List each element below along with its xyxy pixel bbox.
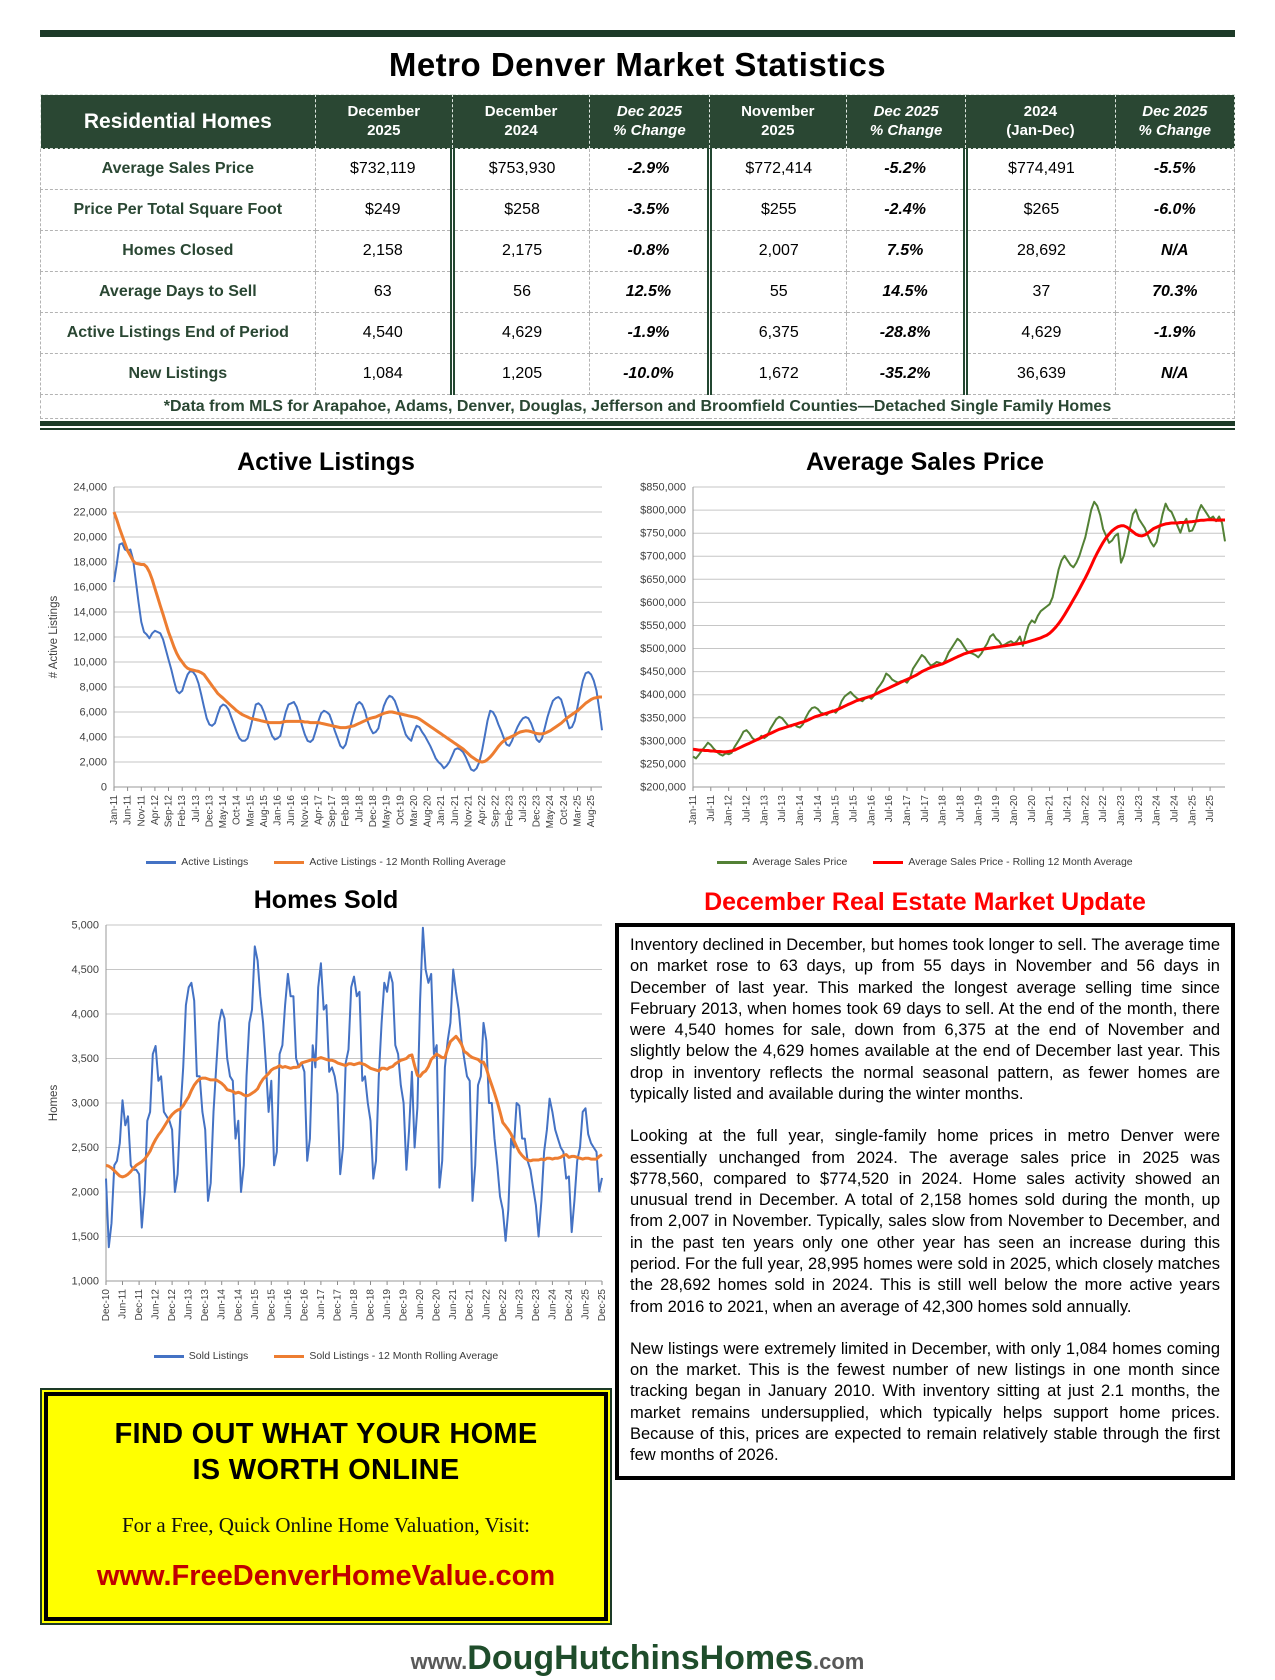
table-cell: -0.8% xyxy=(590,231,709,272)
table-cell: $255 xyxy=(709,190,846,231)
svg-text:Jun-18: Jun-18 xyxy=(349,1289,360,1320)
table-cell: $774,491 xyxy=(966,149,1115,190)
svg-text:2,500: 2,500 xyxy=(71,1142,99,1154)
svg-text:Jan-23: Jan-23 xyxy=(1116,795,1127,826)
table-cell: 6,375 xyxy=(709,313,846,354)
svg-text:16,000: 16,000 xyxy=(73,581,107,594)
svg-text:$550,000: $550,000 xyxy=(640,620,686,632)
svg-text:Jan-15: Jan-15 xyxy=(830,795,842,826)
table-cell: 1,084 xyxy=(315,354,452,395)
svg-text:Dec-20: Dec-20 xyxy=(431,1289,443,1322)
svg-text:Oct-14: Oct-14 xyxy=(231,795,243,826)
svg-text:Jul-15: Jul-15 xyxy=(848,795,860,823)
homes-sold-chart xyxy=(40,917,612,1362)
promo-cta-text: For a Free, Quick Online Home Valuation, Visit: xyxy=(122,1512,530,1537)
svg-text:$750,000: $750,000 xyxy=(640,527,686,540)
footer-www: www. xyxy=(410,1648,468,1674)
svg-text:24,000: 24,000 xyxy=(73,481,107,494)
page-title: Metro Denver Market Statistics xyxy=(388,46,887,83)
table-cell: 1,205 xyxy=(452,354,589,395)
header-nov-2025: November 2025 xyxy=(709,95,846,149)
svg-text:$850,000: $850,000 xyxy=(640,481,686,494)
legend-label: Sold Listings xyxy=(188,1350,249,1362)
svg-text:Jun-25: Jun-25 xyxy=(580,1289,592,1320)
homes-sold-chart-title: Homes Sold xyxy=(253,886,399,914)
svg-text:Sep-22: Sep-22 xyxy=(490,795,502,828)
svg-text:2,000: 2,000 xyxy=(79,756,107,769)
chart-legend xyxy=(40,1350,612,1362)
svg-text:12,000: 12,000 xyxy=(73,631,107,644)
svg-text:Jun-15: Jun-15 xyxy=(249,1289,261,1320)
svg-text:Sep-12: Sep-12 xyxy=(163,795,175,828)
svg-text:# Active Listings: # Active Listings xyxy=(48,595,60,679)
svg-text:Jul-13: Jul-13 xyxy=(777,795,789,823)
table-row xyxy=(41,149,1235,190)
svg-text:5,000: 5,000 xyxy=(71,919,99,932)
svg-text:Jul-17: Jul-17 xyxy=(919,795,931,823)
svg-text:Aug-20: Aug-20 xyxy=(422,795,434,828)
svg-text:1,000: 1,000 xyxy=(71,1275,99,1288)
promo-inner xyxy=(44,1392,608,1621)
table-cell: 14.5% xyxy=(846,272,965,313)
svg-text:Jun-11: Jun-11 xyxy=(117,1289,129,1319)
svg-text:Jun-17: Jun-17 xyxy=(315,1289,327,1320)
active-listings-chart-title: Active Listings xyxy=(237,448,415,476)
svg-text:$300,000: $300,000 xyxy=(640,735,686,748)
svg-text:Jan-21: Jan-21 xyxy=(1044,795,1056,826)
row-label: Average Days to Sell xyxy=(41,272,316,313)
table-cell: $265 xyxy=(966,190,1115,231)
chart-legend xyxy=(40,856,612,868)
svg-text:Aug-15: Aug-15 xyxy=(258,795,270,828)
chart-svg xyxy=(40,917,612,1343)
svg-text:Jul-11: Jul-11 xyxy=(705,795,717,822)
update-paragraph-2: Looking at the full year, single-family home prices in metro Denver were essentially unchanged from 2024. The average sales price in 2025 was $778,560, compared to $774,520 in 2024. Home sales activity showed an unusual trend in December. A total of 2,158 homes sold during the month, up from 2,007 in November. Typically, sales slow from November to December, and in the past ten years only one other year has seen an increase during this period. For the full year, 28,995 homes were sold in 2025, which closely matches the 28,692 homes sold in 2024. This is still well below the more active years from 2016 to 2021, when an average of 42,300 homes sold annually. xyxy=(630,1127,1220,1316)
svg-text:Jul-24: Jul-24 xyxy=(1169,795,1181,823)
svg-text:Jul-23: Jul-23 xyxy=(517,795,529,823)
svg-text:Jan-11: Jan-11 xyxy=(688,795,699,825)
table-cell: 55 xyxy=(709,272,846,313)
svg-text:Jul-16: Jul-16 xyxy=(884,795,896,823)
svg-text:Dec-24: Dec-24 xyxy=(563,1289,575,1322)
update-paragraph-3: New listings were extremely limited in December, with only 1,084 homes coming on the market. This is the fewest number of new listings in one month since tracking began in January 2010. With inventory sitting at just 2.1 months, the market remains undersupplied, which typically helps support home prices. Because of this, prices are expected to remain relatively stable through the first few months of 2026. xyxy=(630,1339,1220,1465)
svg-text:Feb-18: Feb-18 xyxy=(340,795,352,827)
table-cell: 2,007 xyxy=(709,231,846,272)
table-row xyxy=(41,313,1235,354)
table-cell: -3.5% xyxy=(590,190,709,231)
svg-text:Dec-21: Dec-21 xyxy=(464,1289,476,1322)
svg-text:Dec-23: Dec-23 xyxy=(530,1289,542,1322)
table-bottom-rule xyxy=(40,421,1235,430)
svg-text:Jul-18: Jul-18 xyxy=(955,795,967,823)
svg-text:Dec-15: Dec-15 xyxy=(266,1289,278,1322)
svg-text:6,000: 6,000 xyxy=(79,706,107,719)
table-cell: -5.5% xyxy=(1115,149,1234,190)
table-cell: N/A xyxy=(1115,354,1234,395)
svg-text:$400,000: $400,000 xyxy=(640,689,686,702)
average-sales-price-chart xyxy=(615,479,1235,868)
svg-text:Dec-18: Dec-18 xyxy=(368,795,379,828)
svg-text:Dec-13: Dec-13 xyxy=(200,1289,212,1322)
svg-text:Jun-14: Jun-14 xyxy=(216,1289,228,1320)
update-paragraph-1: Inventory declined in December, but homes took longer to sell. The average time on market rose to 63 days, up from 55 days in November and 56 days in December of last year. This marked the longest average selling time since February 2013, when homes took 69 days to sell. At the end of the month, there were 4,540 homes for sale, down from 6,375 at the end of November and slightly below the 4,629 homes available at the end of December last year. This drop in inventory reflects the normal seasonal pattern, as fewer homes are typically listed and available during the winter months. xyxy=(630,936,1220,1103)
svg-text:Jan-17: Jan-17 xyxy=(902,795,913,826)
table-footnote: *Data from MLS for Arapahoe, Adams, Denver, Douglas, Jefferson and Broomfield Counties—Detached Single Family Homes xyxy=(41,395,1235,419)
row-label: Active Listings End of Period xyxy=(41,313,316,354)
home-value-promo-banner xyxy=(40,1388,612,1625)
svg-text:Dec-16: Dec-16 xyxy=(299,1289,311,1322)
svg-text:Feb-23: Feb-23 xyxy=(504,795,516,827)
table-row xyxy=(41,354,1235,395)
legend-swatch xyxy=(274,1355,304,1358)
svg-text:Nov-11: Nov-11 xyxy=(136,795,148,827)
legend-swatch xyxy=(873,861,903,864)
svg-text:$650,000: $650,000 xyxy=(640,573,686,586)
table-cell: $753,930 xyxy=(452,149,589,190)
table-cell: 7.5% xyxy=(846,231,965,272)
svg-text:Dec-18: Dec-18 xyxy=(365,1289,377,1322)
svg-text:Feb-13: Feb-13 xyxy=(177,795,189,827)
svg-text:Nov-21: Nov-21 xyxy=(463,795,475,828)
legend-item xyxy=(717,856,847,868)
svg-text:8,000: 8,000 xyxy=(79,681,107,694)
table-header-row xyxy=(41,95,1235,149)
table-cell: -6.0% xyxy=(1115,190,1234,231)
table-cell: 2,158 xyxy=(315,231,452,272)
row-label: New Listings xyxy=(41,354,316,395)
svg-text:Mar-25: Mar-25 xyxy=(572,795,584,827)
svg-text:1,500: 1,500 xyxy=(71,1231,99,1243)
svg-text:Jul-21: Jul-21 xyxy=(1062,795,1074,823)
header-2024-jan-dec: 2024 (Jan-Dec) xyxy=(966,95,1115,149)
svg-text:2,000: 2,000 xyxy=(71,1186,99,1199)
svg-text:Mar-20: Mar-20 xyxy=(408,795,420,827)
svg-text:Dec-10: Dec-10 xyxy=(101,1289,112,1322)
row-label: Price Per Total Square Foot xyxy=(41,190,316,231)
svg-text:Jun-11: Jun-11 xyxy=(122,795,134,825)
footer-website-link[interactable] xyxy=(40,1639,1235,1678)
table-cell: -35.2% xyxy=(846,354,965,395)
svg-text:22,000: 22,000 xyxy=(73,506,107,519)
table-cell: 37 xyxy=(966,272,1115,313)
svg-text:Dec-19: Dec-19 xyxy=(398,1289,410,1322)
svg-text:May-14: May-14 xyxy=(218,795,230,829)
svg-text:14,000: 14,000 xyxy=(73,606,107,619)
svg-text:Jan-16: Jan-16 xyxy=(272,795,284,826)
svg-text:Jul-25: Jul-25 xyxy=(1205,795,1217,823)
svg-text:$250,000: $250,000 xyxy=(640,758,686,771)
svg-text:3,000: 3,000 xyxy=(71,1097,99,1110)
chart-legend xyxy=(615,856,1235,868)
table-cell: -10.0% xyxy=(590,354,709,395)
svg-text:Dec-13: Dec-13 xyxy=(204,795,216,828)
svg-text:$600,000: $600,000 xyxy=(640,596,686,609)
svg-text:Jun-20: Jun-20 xyxy=(415,1289,427,1320)
svg-text:Dec-12: Dec-12 xyxy=(167,1289,179,1322)
table-cell: 2,175 xyxy=(452,231,589,272)
svg-text:$500,000: $500,000 xyxy=(640,643,686,655)
table-row xyxy=(41,231,1235,272)
active-listings-chart xyxy=(40,479,612,868)
table-cell: 36,639 xyxy=(966,354,1115,395)
header-residential-homes: Residential Homes xyxy=(41,95,316,149)
promo-headline-line2: IS WORTH ONLINE xyxy=(192,1454,460,1487)
table-cell: $772,414 xyxy=(709,149,846,190)
svg-text:May-24: May-24 xyxy=(545,795,557,829)
svg-text:Sep-17: Sep-17 xyxy=(327,795,339,828)
legend-item xyxy=(146,856,248,868)
page xyxy=(0,30,1275,1680)
svg-text:Jun-19: Jun-19 xyxy=(382,1289,394,1320)
table-footnote-row xyxy=(41,395,1235,419)
svg-text:Jan-25: Jan-25 xyxy=(1187,795,1199,826)
legend-swatch xyxy=(154,1355,184,1358)
table-cell: 4,629 xyxy=(966,313,1115,354)
svg-text:Dec-11: Dec-11 xyxy=(134,1289,146,1321)
average-sales-price-chart-title: Average Sales Price xyxy=(805,448,1045,476)
header-pct-change-1: Dec 2025 % Change xyxy=(590,95,709,149)
svg-text:Jun-24: Jun-24 xyxy=(547,1289,559,1320)
svg-text:Jan-13: Jan-13 xyxy=(759,795,771,826)
svg-text:Dec-23: Dec-23 xyxy=(531,795,543,828)
legend-item xyxy=(154,1350,249,1362)
svg-text:20,000: 20,000 xyxy=(73,531,107,544)
svg-text:Jan-20: Jan-20 xyxy=(1009,795,1020,826)
table-cell: -28.8% xyxy=(846,313,965,354)
table-cell: 12.5% xyxy=(590,272,709,313)
table-row xyxy=(41,190,1235,231)
header-dec-2024: December 2024 xyxy=(452,95,589,149)
svg-text:Dec-14: Dec-14 xyxy=(233,1289,245,1322)
svg-text:Jul-14: Jul-14 xyxy=(812,795,824,823)
svg-text:Jan-11: Jan-11 xyxy=(109,795,120,825)
svg-text:Jul-20: Jul-20 xyxy=(1026,795,1038,823)
svg-text:Homes: Homes xyxy=(48,1084,60,1122)
svg-text:Jul-12: Jul-12 xyxy=(741,795,753,823)
svg-text:Jan-21: Jan-21 xyxy=(436,795,448,826)
table-cell: -1.9% xyxy=(590,313,709,354)
legend-item xyxy=(274,1350,498,1362)
svg-text:Mar-15: Mar-15 xyxy=(245,795,257,827)
table-cell: $249 xyxy=(315,190,452,231)
svg-text:Apr-22: Apr-22 xyxy=(477,795,488,826)
svg-text:Jul-22: Jul-22 xyxy=(1098,795,1110,823)
legend-item xyxy=(274,856,506,868)
table-cell: 28,692 xyxy=(966,231,1115,272)
svg-text:4,000: 4,000 xyxy=(71,1008,99,1021)
svg-text:Jun-22: Jun-22 xyxy=(481,1289,493,1320)
svg-text:Jun-23: Jun-23 xyxy=(514,1289,526,1320)
svg-text:Jan-19: Jan-19 xyxy=(973,795,985,826)
svg-text:Oct-19: Oct-19 xyxy=(395,795,407,826)
market-update-box xyxy=(615,923,1235,1480)
top-rule xyxy=(40,30,1235,37)
table-row xyxy=(41,272,1235,313)
legend-item xyxy=(873,856,1132,868)
row-label: Average Sales Price xyxy=(41,149,316,190)
market-update-title: December Real Estate Market Update xyxy=(704,888,1146,916)
chart-svg xyxy=(40,479,612,849)
table-cell: -2.4% xyxy=(846,190,965,231)
svg-text:Jun-12: Jun-12 xyxy=(150,1289,162,1320)
svg-text:10,000: 10,000 xyxy=(73,656,107,669)
svg-text:$450,000: $450,000 xyxy=(640,666,686,679)
svg-text:Jan-16: Jan-16 xyxy=(866,795,878,826)
svg-text:Oct-24: Oct-24 xyxy=(558,795,570,826)
svg-text:$800,000: $800,000 xyxy=(640,504,686,517)
svg-text:Dec-25: Dec-25 xyxy=(597,1289,608,1322)
svg-text:Jan-22: Jan-22 xyxy=(1080,795,1092,826)
svg-text:4,500: 4,500 xyxy=(71,964,99,976)
footer-com: .com xyxy=(812,1648,865,1674)
svg-text:Jan-14: Jan-14 xyxy=(795,795,806,826)
svg-text:Jun-16: Jun-16 xyxy=(286,795,298,826)
svg-text:Jan-24: Jan-24 xyxy=(1151,795,1163,826)
market-stats-table xyxy=(40,94,1235,419)
svg-text:Dec-22: Dec-22 xyxy=(497,1289,509,1322)
table-cell: -1.9% xyxy=(1115,313,1234,354)
svg-text:Nov-16: Nov-16 xyxy=(299,795,311,828)
table-cell: N/A xyxy=(1115,231,1234,272)
table-cell: 1,672 xyxy=(709,354,846,395)
legend-swatch xyxy=(274,861,304,864)
header-pct-change-3: Dec 2025 % Change xyxy=(1115,95,1234,149)
promo-headline-line1: FIND OUT WHAT YOUR HOME xyxy=(114,1418,538,1450)
table-cell: -5.2% xyxy=(846,149,965,190)
svg-text:3,500: 3,500 xyxy=(71,1053,99,1065)
table-cell: 63 xyxy=(315,272,452,313)
svg-text:Jul-13: Jul-13 xyxy=(190,795,202,823)
row-label: Homes Closed xyxy=(41,231,316,272)
table-cell: $258 xyxy=(452,190,589,231)
svg-text:Apr-17: Apr-17 xyxy=(313,795,325,826)
table-cell: $732,119 xyxy=(315,149,452,190)
legend-label: Active Listings xyxy=(181,856,249,868)
svg-text:4,000: 4,000 xyxy=(79,731,107,744)
svg-text:$700,000: $700,000 xyxy=(640,550,686,563)
chart-svg xyxy=(615,479,1235,849)
legend-label: Sold Listings - 12 Month Rolling Average xyxy=(309,1350,499,1362)
legend-swatch xyxy=(717,861,747,864)
table-cell: -2.9% xyxy=(590,149,709,190)
svg-text:Jan-18: Jan-18 xyxy=(937,795,949,826)
svg-text:Jul-18: Jul-18 xyxy=(354,795,366,823)
legend-swatch xyxy=(146,861,176,864)
table-cell: 4,629 xyxy=(452,313,589,354)
legend-label: Active Listings - 12 Month Rolling Average xyxy=(309,856,506,868)
table-cell: 70.3% xyxy=(1115,272,1234,313)
svg-text:Apr-12: Apr-12 xyxy=(149,795,161,826)
svg-text:Jun-16: Jun-16 xyxy=(282,1289,294,1320)
svg-text:Aug-25: Aug-25 xyxy=(586,795,598,828)
svg-text:18,000: 18,000 xyxy=(73,556,107,569)
svg-text:0: 0 xyxy=(100,781,107,794)
table-cell: 56 xyxy=(452,272,589,313)
svg-text:Jan-12: Jan-12 xyxy=(723,795,735,826)
svg-text:Jun-13: Jun-13 xyxy=(183,1289,195,1320)
svg-text:Jun-21: Jun-21 xyxy=(449,795,461,826)
header-pct-change-2: Dec 2025 % Change xyxy=(846,95,965,149)
svg-text:Jul-19: Jul-19 xyxy=(991,795,1003,823)
svg-text:$350,000: $350,000 xyxy=(640,712,686,725)
header-dec-2025: December 2025 xyxy=(315,95,452,149)
svg-text:Jul-23: Jul-23 xyxy=(1133,795,1145,823)
table-cell: 4,540 xyxy=(315,313,452,354)
svg-text:$200,000: $200,000 xyxy=(640,781,686,794)
legend-label: Average Sales Price - Rolling 12 Month Average xyxy=(908,856,1133,868)
svg-text:Dec-17: Dec-17 xyxy=(332,1289,344,1322)
svg-text:May-19: May-19 xyxy=(381,795,393,829)
promo-url-link[interactable]: www.FreeDenverHomeValue.com xyxy=(96,1559,556,1592)
svg-text:Jun-21: Jun-21 xyxy=(448,1289,460,1320)
footer-domain: DougHutchinsHomes xyxy=(467,1638,813,1677)
legend-label: Average Sales Price xyxy=(752,856,848,868)
